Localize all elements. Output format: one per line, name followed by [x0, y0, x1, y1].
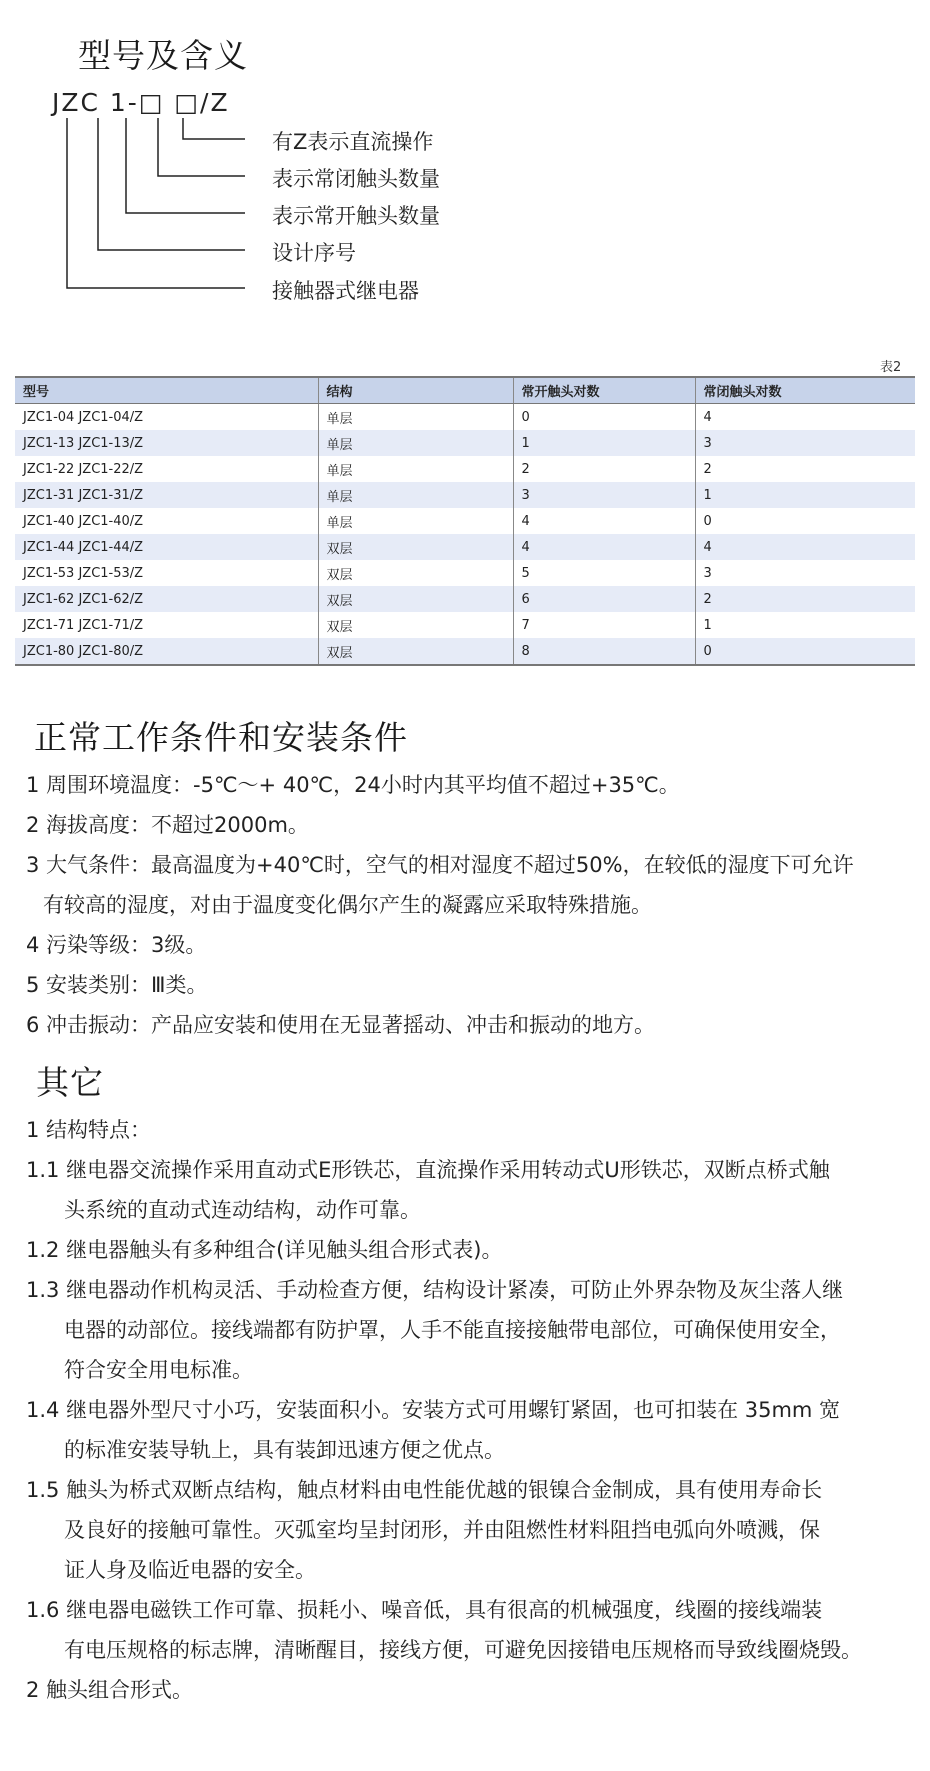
other-item-1-3-cont-2: 符合安全用电标准。 [64, 1358, 253, 1382]
cell-structure: 单层 [318, 508, 513, 534]
cell-nc: 2 [703, 461, 712, 477]
cell-model: JZC1-13 JZC1-13/Z [15, 430, 318, 456]
other-list [26, 1110, 916, 1710]
table-row [15, 560, 915, 586]
cell-model: JZC1-80 JZC1-80/Z [15, 638, 318, 665]
connector-line-z [183, 118, 245, 139]
cell-structure: 双层 [318, 560, 513, 586]
cell-nc: 4 [695, 534, 915, 560]
cell-nc: 4 [703, 409, 712, 425]
legend-item-relay-type: 接触器式继电器 [272, 279, 419, 303]
model-code: JZC 1-□ □/Z [52, 88, 230, 117]
legend-item-no-count: 表示常开触头数量 [272, 204, 440, 228]
other-title: 其它 [36, 1063, 104, 1102]
cell-nc: 1 [695, 482, 915, 508]
model-section-title: 型号及含义 [78, 36, 248, 75]
table-row [15, 534, 915, 560]
cell-model: JZC1-71 JZC1-71/Z [15, 612, 318, 638]
cell-nc: 0 [695, 638, 915, 665]
other-item-1-4-cont: 的标准安装导轨上，具有装卸迅速方便之优点。 [64, 1438, 505, 1462]
cell-model: JZC1-22 JZC1-22/Z [15, 456, 318, 482]
connector-line-no [126, 118, 245, 213]
other-item-1-5-cont-2: 证人身及临近电器的安全。 [64, 1558, 316, 1582]
header-model: 型号 [15, 377, 318, 404]
table-row [15, 638, 915, 665]
cell-nc: 1 [703, 617, 712, 633]
cell-model: JZC1-04 JZC1-04/Z [15, 404, 318, 431]
cell-model: JZC1-44 JZC1-44/Z [15, 534, 318, 560]
table-row [15, 586, 915, 612]
other-item-1-4: 1.4 继电器外型尺寸小巧，安装面积小。安装方式可用螺钉紧固，也可扣装在 35mm 宽 [26, 1398, 841, 1422]
condition-item-pollution: 4 污染等级：3级。 [26, 933, 207, 957]
connector-line-nc [158, 118, 245, 176]
cell-nc: 2 [695, 586, 915, 612]
cell-structure: 双层 [318, 534, 513, 560]
other-item-1-5-cont-1: 及良好的接触可靠性。灭弧室均呈封闭形，并由阻燃性材料阻挡电弧向外喷溅，保 [64, 1518, 820, 1542]
cell-no: 4 [513, 534, 695, 560]
cell-no: 0 [513, 404, 695, 431]
other-item-1-2: 1.2 继电器触头有多种组合(详见触头组合形式表)。 [26, 1238, 503, 1262]
cell-no: 2 [513, 456, 695, 482]
legend-item-dc: 有Z表示直流操作 [272, 130, 434, 154]
table-row [15, 430, 915, 456]
other-item-structure: 1 结构特点： [26, 1118, 152, 1142]
cell-model: JZC1-53 JZC1-53/Z [15, 560, 318, 586]
contact-spec-table [15, 376, 915, 666]
cell-structure: 单层 [318, 456, 513, 482]
cell-model: JZC1-40 JZC1-40/Z [15, 508, 318, 534]
condition-item-install-category: 5 安装类别：Ⅲ类。 [26, 973, 208, 997]
table-header-row [15, 377, 915, 404]
cell-model: JZC1-31 JZC1-31/Z [15, 482, 318, 508]
conditions-title: 正常工作条件和安装条件 [34, 718, 408, 757]
cell-no: 8 [513, 638, 695, 665]
model-legend-connectors [0, 0, 930, 310]
table-row [15, 404, 915, 431]
header-structure: 结构 [318, 377, 513, 404]
cell-no: 4 [513, 508, 695, 534]
cell-no: 3 [513, 482, 695, 508]
other-item-1-5: 1.5 触头为桥式双断点结构，触点材料由电性能优越的银镍合金制成，具有使用寿命长 [26, 1478, 823, 1502]
cell-structure: 双层 [318, 638, 513, 665]
condition-item-atmosphere: 3 大气条件：最高温度为+40℃时，空气的相对湿度不超过50%，在较低的湿度下可允许 [26, 853, 854, 877]
legend-item-design-seq: 设计序号 [272, 241, 356, 265]
connector-line-type [67, 118, 245, 288]
cell-nc: 3 [695, 430, 915, 456]
condition-item-altitude: 2 海拔高度：不超过2000m。 [26, 813, 309, 837]
cell-structure: 双层 [318, 612, 513, 638]
table-row [15, 612, 915, 638]
cell-no: 5 [513, 560, 695, 586]
cell-no: 1 [513, 430, 695, 456]
cell-no: 7 [513, 612, 695, 638]
other-item-1-6: 1.6 继电器电磁铁工作可靠、损耗小、噪音低，具有很高的机械强度，线圈的接线端装 [26, 1598, 823, 1622]
cell-structure: 双层 [318, 586, 513, 612]
condition-item-atmosphere-cont: 有较高的湿度，对由于温度变化偶尔产生的凝露应采取特殊措施。 [43, 893, 652, 917]
other-item-1-3-cont-1: 电器的动部位。接线端都有防护罩，人手不能直接接触带电部位，可确保使用安全， [64, 1318, 841, 1342]
table-row [15, 482, 915, 508]
table-row [15, 508, 915, 534]
header-nc-contacts: 常闭触头对数 [695, 377, 915, 404]
cell-structure: 单层 [318, 482, 513, 508]
table-caption: 表2 [880, 360, 902, 375]
cell-no: 6 [513, 586, 695, 612]
cell-nc: 0 [703, 513, 712, 529]
connector-line-seq [98, 118, 245, 250]
conditions-list [26, 765, 906, 1045]
cell-structure: 单层 [318, 430, 513, 456]
cell-nc: 3 [703, 565, 712, 581]
condition-item-temperature: 1 周围环境温度：-5℃～+ 40℃，24小时内其平均值不超过+35℃。 [26, 773, 680, 797]
other-item-1-3: 1.3 继电器动作机构灵活、手动检查方便，结构设计紧凑，可防止外界杂物及灰尘落人继 [26, 1278, 844, 1302]
other-item-1-6-cont: 有电压规格的标志牌，清晰醒目，接线方便，可避免因接错电压规格而导致线圈烧毁。 [64, 1638, 862, 1662]
condition-item-shock: 6 冲击振动：产品应安装和使用在无显著摇动、冲击和振动的地方。 [26, 1013, 656, 1037]
legend-item-nc-count: 表示常闭触头数量 [272, 167, 440, 191]
table-row [15, 456, 915, 482]
cell-structure: 单层 [318, 404, 513, 431]
cell-model: JZC1-62 JZC1-62/Z [15, 586, 318, 612]
other-item-1-1-cont: 头系统的直动式连动结构，动作可靠。 [64, 1198, 421, 1222]
header-no-contacts: 常开触头对数 [513, 377, 695, 404]
other-item-contact-combos: 2 触头组合形式。 [26, 1678, 194, 1702]
other-item-1-1: 1.1 继电器交流操作采用直动式E形铁芯，直流操作采用转动式U形铁芯，双断点桥式触 [26, 1158, 830, 1182]
